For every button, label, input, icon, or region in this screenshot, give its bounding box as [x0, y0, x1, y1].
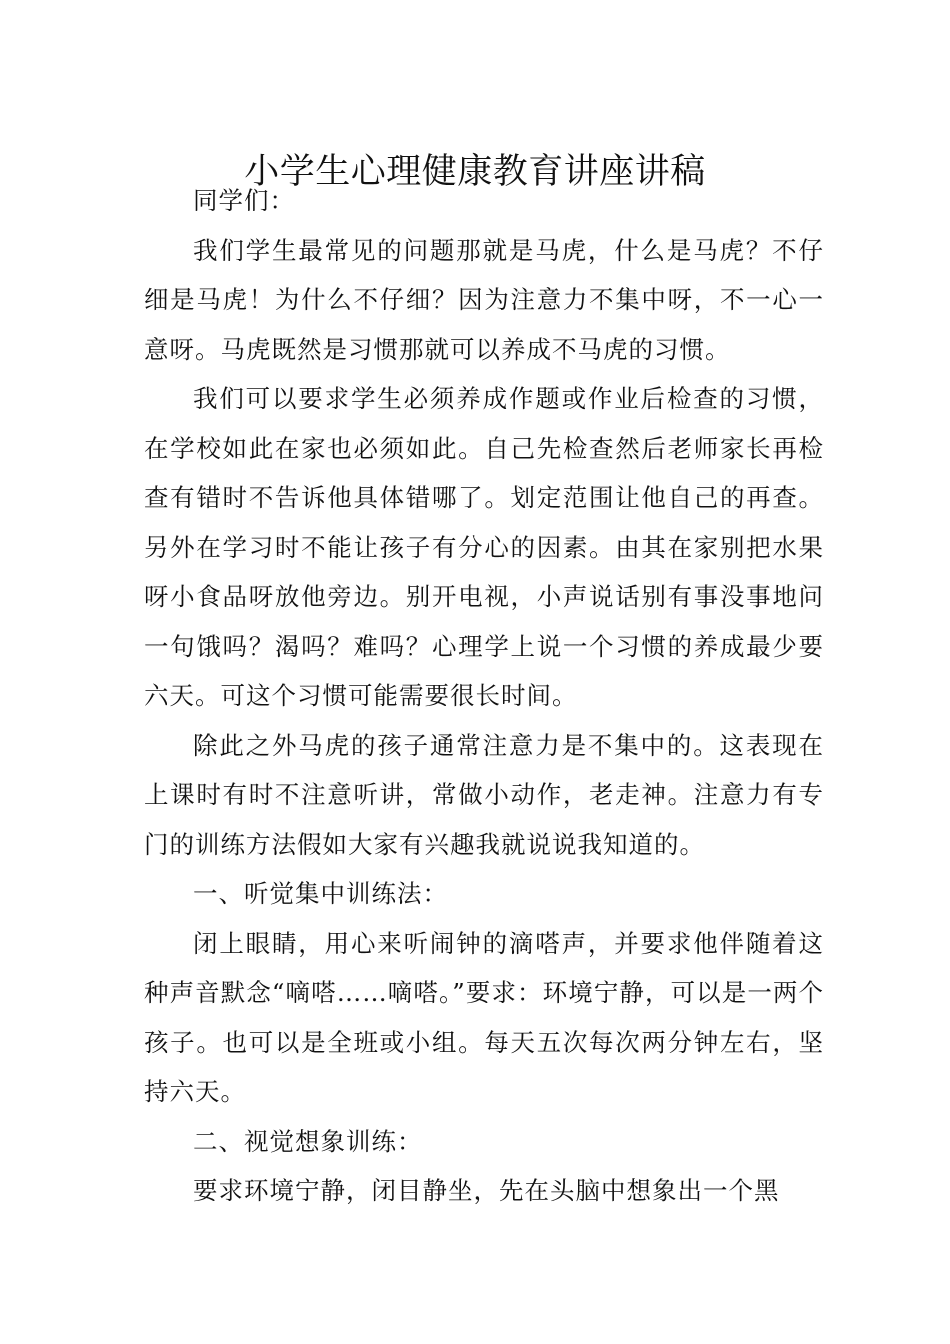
body-paragraph: 除此之外马虎的孩子通常注意力是不集中的。这表现在上课时有时不注意听讲，常做小动作，老走神。注意力有专门的训练方法假如大家有兴趣我就说说我知道的。: [144, 730, 824, 859]
body-paragraph: 闭上眼睛，用心来听闹钟的滴嗒声，并要求他伴随着这种声音默念“嘀嗒……嘀嗒。”要求：环境宁静，可以是一两个孩子。也可以是全班或小组。每天五次每次两分钟左右，坚持六天。: [144, 928, 824, 1106]
body-paragraph: 我们学生最常见的问题那就是马虎，什么是马虎？不仔细是马虎！为什么不仔细？因为注意力不集中呀，不一心一意呀。马虎既然是习惯那就可以养成不马虎的习惯。: [144, 235, 824, 364]
section-heading: 一、听觉集中训练法：: [193, 879, 448, 908]
document-title: 小学生心理健康教育讲座讲稿: [244, 152, 706, 193]
body-paragraph: 要求环境宁静，闭目静坐，先在头脑中想象出一个黑: [193, 1176, 780, 1205]
body-paragraph: 我们可以要求学生必须养成作题或作业后检查的习惯，在学校如此在家也必须如此。自己先检查然后老师家长再检查有错时不告诉他具体错哪了。划定范围让他自己的再查。另外在学习时不能让孩子有分心的因素。由其在家别把水果呀小食品呀放他旁边。别开电视，小声说话别有事没事地问一句饿吗？渴吗？难吗？心理学上说一个习惯的养成最少要六天。可这个习惯可能需要很长时间。: [144, 384, 824, 710]
document-body: [144, 176, 824, 1216]
section-heading: 二、视觉想象训练：: [193, 1126, 423, 1156]
greeting-paragraph: 同学们：: [193, 186, 295, 215]
